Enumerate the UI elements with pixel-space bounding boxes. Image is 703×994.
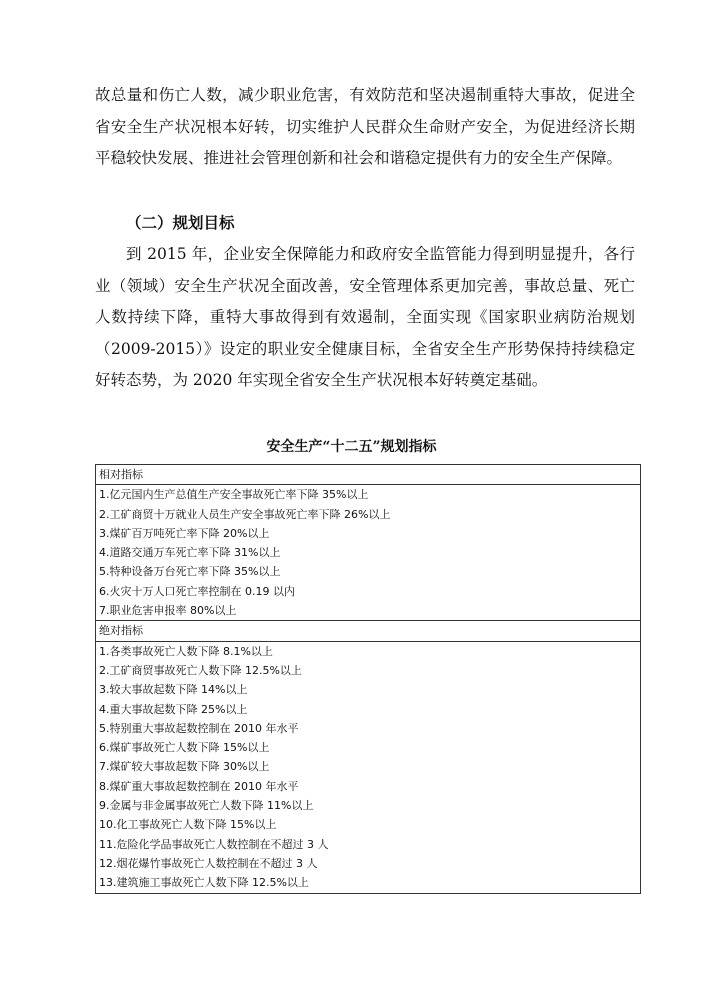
absolute-header: 绝对指标 bbox=[96, 621, 641, 641]
table-row bbox=[96, 641, 641, 661]
table-row bbox=[96, 661, 641, 680]
indicator-table bbox=[95, 464, 641, 894]
table-row bbox=[96, 505, 641, 524]
intro-text: 故总量和伤亡人数，减少职业危害，有效防范和坚决遏制重特大事故，促进全省安全生产状况根本好转，切实维护人民群众生命财产安全，为促进经济长期平稳较快发展、推进社会管理创新和社会和谐稳定提供有力的安全生产保障。 bbox=[95, 86, 635, 167]
relative-indicators bbox=[96, 465, 641, 621]
intro-paragraph bbox=[95, 80, 635, 175]
absolute-item-13: 13.建筑施工事故死亡人数下降 12.5%以上 bbox=[96, 873, 641, 893]
table-row bbox=[96, 680, 641, 699]
table-row bbox=[96, 815, 641, 834]
absolute-item-12: 12.烟花爆竹事故死亡人数控制在不超过 3 人 bbox=[96, 854, 641, 873]
table-row bbox=[96, 524, 641, 543]
table-row bbox=[96, 719, 641, 738]
absolute-item-11: 11.危险化学品事故死亡人数控制在不超过 3 人 bbox=[96, 835, 641, 854]
relative-header: 相对指标 bbox=[96, 465, 641, 485]
table-row bbox=[96, 543, 641, 562]
table-row bbox=[96, 582, 641, 601]
table-row bbox=[96, 700, 641, 719]
absolute-item-9: 9.金属与非金属事故死亡人数下降 11%以上 bbox=[96, 796, 641, 815]
table-row bbox=[96, 601, 641, 621]
absolute-item-3: 3.较大事故起数下降 14%以上 bbox=[96, 680, 641, 699]
absolute-item-10: 10.化工事故死亡人数下降 15%以上 bbox=[96, 815, 641, 834]
relative-item-7: 7.职业危害申报率 80%以上 bbox=[96, 601, 641, 621]
absolute-item-2: 2.工矿商贸事故死亡人数下降 12.5%以上 bbox=[96, 661, 641, 680]
absolute-indicators bbox=[96, 621, 641, 893]
relative-item-2: 2.工矿商贸十万就业人员生产安全事故死亡率下降 26%以上 bbox=[96, 505, 641, 524]
table-title: 安全生产“十二五”规划指标 bbox=[266, 439, 437, 455]
absolute-item-8: 8.煤矿重大事故起数控制在 2010 年水平 bbox=[96, 777, 641, 796]
table-row bbox=[96, 485, 641, 505]
relative-item-4: 4.道路交通万车死亡率下降 31%以上 bbox=[96, 543, 641, 562]
section-heading: （二）规划目标 bbox=[126, 213, 235, 232]
table-row bbox=[96, 796, 641, 815]
absolute-item-6: 6.煤矿事故死亡人数下降 15%以上 bbox=[96, 738, 641, 757]
table-row bbox=[96, 562, 641, 581]
absolute-item-5: 5.特别重大事故起数控制在 2010 年水平 bbox=[96, 719, 641, 738]
table-row bbox=[96, 757, 641, 776]
relative-header-row bbox=[96, 465, 641, 485]
absolute-item-4: 4.重大事故起数下降 25%以上 bbox=[96, 700, 641, 719]
relative-item-6: 6.火灾十万人口死亡率控制在 0.19 以内 bbox=[96, 582, 641, 601]
absolute-item-7: 7.煤矿较大事故起数下降 30%以上 bbox=[96, 757, 641, 776]
table-row bbox=[96, 873, 641, 893]
relative-item-3: 3.煤矿百万吨死亡率下降 20%以上 bbox=[96, 524, 641, 543]
table-row bbox=[96, 854, 641, 873]
table-row bbox=[96, 835, 641, 854]
absolute-header-row bbox=[96, 621, 641, 641]
absolute-item-1: 1.各类事故死亡人数下降 8.1%以上 bbox=[96, 641, 641, 661]
table-row bbox=[96, 738, 641, 757]
relative-item-5: 5.特种设备万台死亡率下降 35%以上 bbox=[96, 562, 641, 581]
table-row bbox=[96, 777, 641, 796]
relative-item-1: 1.亿元国内生产总值生产安全事故死亡率下降 35%以上 bbox=[96, 485, 641, 505]
goal-paragraph bbox=[95, 239, 635, 397]
goal-text: 到 2015 年，企业安全保障能力和政府安全监管能力得到明显提升，各行业（领域）安全生产状况全面改善，安全管理体系更加完善，事故总量、死亡人数持续下降，重特大事故得到有效遏制，全面实现《国家职业病防治规划（2009-2015）》设定的职业安全健康目标，全省安全生产形势保持持续稳定好转态势，为 2020 年实现全省安全生产状况根本好转奠定基础。 bbox=[95, 245, 635, 389]
